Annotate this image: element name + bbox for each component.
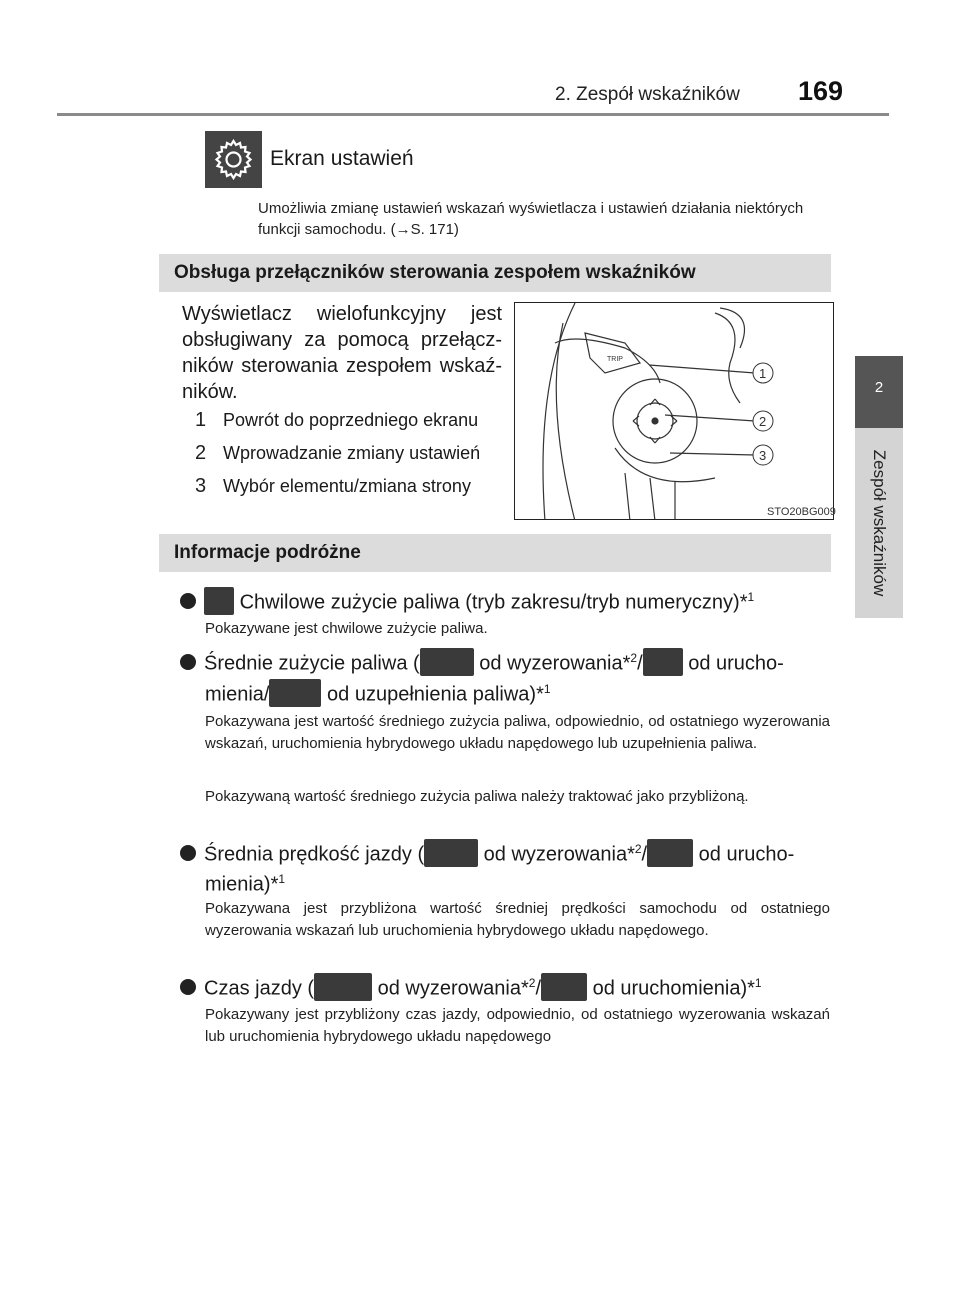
item-desc-avg-fuel: Pokazywana jest wartość średniego zużycia paliwa, odpowiednio, od ostatniego wyzerowania wskazań, uruchomienia hybrydowego układu napędowego lub uzupełnienia paliwa. (205, 713, 830, 752)
avg-fuel-refuel-icon (269, 679, 321, 707)
chapter-tab-label: Zespół wskaźników (870, 449, 889, 597)
switches-intro: Wyświetlacz wielofunkcyjny jest obsługiwany za pomocą przełączników sterowania zespołem wskaźników. (182, 303, 502, 403)
legend-number: 2 (195, 442, 207, 464)
avg-speed-reset-icon (424, 839, 478, 867)
item-heading-avg-speed: Średnia prędkość jazdy ( od wyzerowania*$^2$/ od urucho- (180, 832, 794, 872)
callout-2: 2 (759, 414, 767, 429)
item-desc-instant-fuel: Pokazywane jest chwilowe zużycie paliwa. (205, 620, 488, 637)
legend-item (195, 442, 480, 465)
avg-speed-start-icon (647, 839, 693, 867)
illustration-code: STO20BG009 (767, 506, 836, 518)
legend-item (195, 409, 478, 432)
section-title-switches: Obsługa przełączników sterowania zespołem wskaźników (159, 254, 831, 292)
settings-screen-description: Umożliwia zmianę ustawień wskazań wyświetlacza i ustawień działania niektórych funkcji samochodu. (→S. 171) (258, 200, 804, 238)
legend-number: 3 (195, 475, 207, 497)
callout-3: 3 (759, 448, 767, 463)
legend-text: Wprowadzanie zmiany ustawień (223, 443, 481, 463)
item-heading-avg-fuel: Średnie zużycie paliwa ( od wyzerowania*$^2$/ od urucho- (180, 641, 784, 681)
chapter-tab-number: 2 (855, 356, 903, 428)
item-desc-avg-speed: Pokazywana jest przybliżona wartość średniej prędkości samochodu od ostatniego wyzerowania wskazań lub uruchomienia hybrydowego układu napędowego. (205, 900, 830, 939)
page-number: 169 (798, 76, 844, 106)
item-heading-avg-fuel-line2: mienia/ od uzupełnienia paliwa)*$^1$ (205, 672, 551, 712)
drive-time-reset-icon (314, 973, 372, 1001)
legend-text: Powrót do poprzedniego ekranu (223, 410, 479, 430)
gear-icon (205, 131, 262, 188)
running-header-section: 2. Zespół wskaźników (555, 84, 740, 105)
avg-fuel-start-icon (643, 648, 683, 676)
callout-1: 1 (759, 366, 767, 381)
item-heading-avg-speed-line2: mienia)*$^1$ (205, 872, 286, 896)
legend-text: Wybór elementu/zmiana strony (223, 476, 471, 496)
settings-screen-title: Ekran ustawień (270, 147, 414, 170)
bullet-icon (180, 845, 196, 861)
item-heading-instant-fuel: Chwilowe zużycie paliwa (tryb zakresu/tryb numeryczny)*$^1$ (180, 580, 754, 620)
item-desc-drive-time: Pokazywany jest przybliżony czas jazdy, odpowiednio, od ostatniego wyzerowania wskazań lub uruchomienia hybrydowego układu napędowego (205, 1006, 830, 1045)
item-note-avg-fuel: Pokazywaną wartość średniego zużycia paliwa należy traktować jako przybliżoną. (205, 788, 749, 805)
fuel-drop-icon (204, 587, 234, 615)
legend-number: 1 (195, 409, 207, 431)
steering-switch-illustration (514, 302, 834, 520)
trip-label: TRIP (607, 356, 623, 363)
bullet-icon (180, 593, 196, 609)
item-heading-drive-time: Czas jazdy ( od wyzerowania*$^2$/ od uruchomienia)*$^1$ (180, 966, 762, 1006)
drive-time-start-icon (541, 973, 587, 1001)
bullet-icon (180, 979, 196, 995)
header-rule (57, 113, 889, 116)
bullet-icon (180, 654, 196, 670)
section-title-trip-info: Informacje podróżne (159, 534, 831, 572)
legend-item (195, 475, 471, 498)
